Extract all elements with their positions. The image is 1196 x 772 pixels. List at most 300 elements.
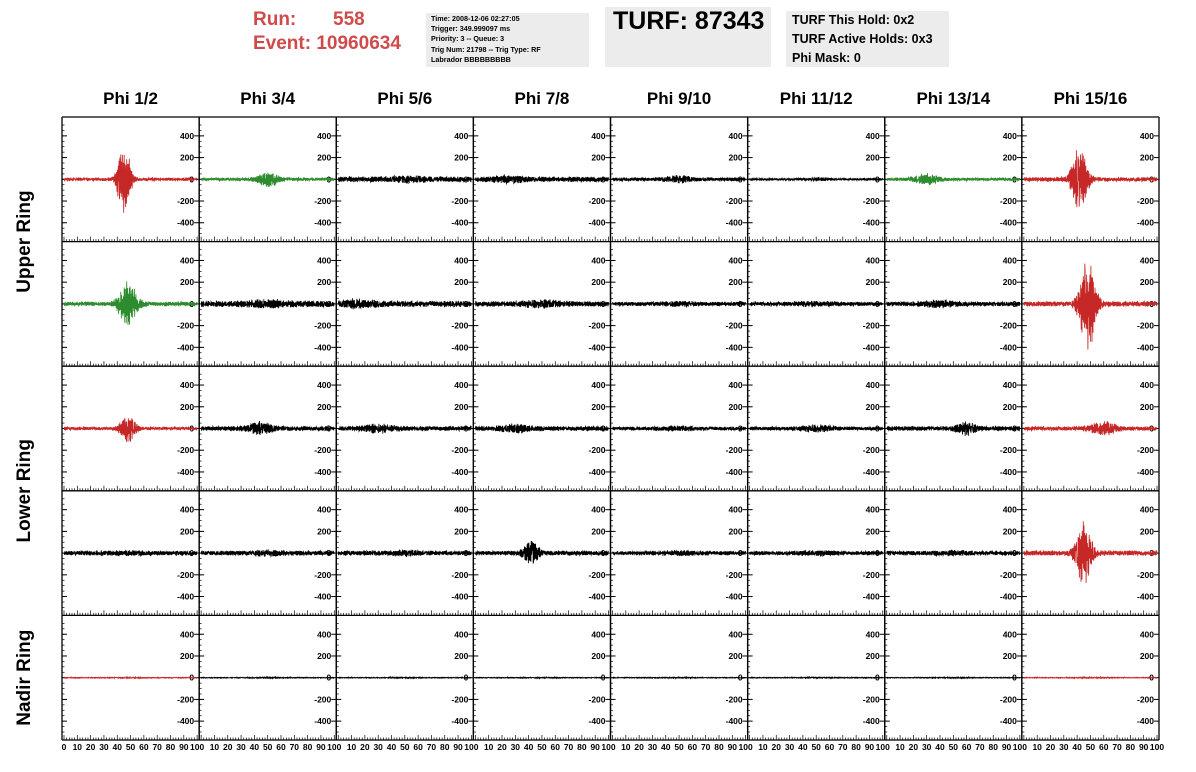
y-tick-label: 0	[326, 174, 332, 185]
x-tick-label: 50	[1085, 742, 1096, 752]
waveform-trace	[750, 177, 883, 181]
x-tick-label: 10	[621, 742, 631, 752]
x-tick-label: 50	[262, 742, 273, 752]
y-tick-label: 400	[1002, 504, 1017, 515]
y-tick-label: 200	[865, 277, 880, 288]
y-tick-label: -200	[1136, 694, 1154, 705]
y-tick-label: -200	[725, 694, 743, 705]
y-tick-label: 0	[1149, 423, 1154, 434]
y-tick-label: 400	[865, 130, 880, 141]
y-tick-label: -200	[999, 694, 1017, 705]
y-tick-label: -400	[725, 217, 743, 228]
ring-label: Lower Ring	[14, 439, 35, 543]
y-tick-label: -200	[725, 569, 743, 580]
y-tick-label: 400	[1139, 629, 1154, 640]
y-tick-label: 200	[179, 401, 195, 412]
y-tick-label: -200	[1136, 445, 1154, 456]
y-tick-label: -200	[314, 320, 332, 331]
waveform-trace	[64, 548, 197, 559]
y-tick-label: 0	[1149, 548, 1154, 559]
x-tick-label: 40	[798, 742, 808, 752]
y-tick-label: 400	[1002, 255, 1017, 266]
x-tick-label: 40	[386, 742, 397, 752]
x-tick-label: 80	[988, 742, 998, 752]
y-tick-label: 400	[865, 504, 880, 515]
x-tick-label: 40	[112, 742, 122, 752]
x-tick-label: 100	[738, 742, 753, 752]
y-tick-label: 400	[454, 380, 469, 391]
turf-active-holds: TURF Active Holds: 0x3	[792, 32, 933, 46]
y-tick-label: 0	[737, 298, 743, 309]
y-tick-label: 0	[189, 174, 195, 185]
x-tick-label: 50	[811, 742, 821, 752]
y-tick-label: 400	[865, 255, 880, 266]
waveform-trace	[887, 173, 1020, 185]
y-tick-label: -200	[999, 445, 1017, 456]
turf-box	[605, 7, 771, 67]
x-tick-label: 60	[1099, 742, 1109, 752]
y-tick-label: -400	[314, 217, 332, 228]
y-tick-label: 200	[454, 526, 469, 537]
y-tick-label: 200	[865, 152, 880, 163]
x-tick-label: 70	[975, 742, 985, 752]
x-tick-label: 50	[537, 742, 547, 752]
x-tick-label: 20	[223, 742, 233, 752]
y-tick-label: 200	[591, 277, 606, 288]
x-tick-label: 70	[289, 742, 300, 752]
waveform-trace	[887, 548, 1020, 559]
y-tick-label: 400	[1002, 380, 1017, 391]
info-line-priority: Priority: 3 -- Queue: 3	[431, 34, 505, 44]
y-tick-label: -400	[999, 217, 1017, 228]
y-tick-label: -400	[451, 466, 469, 477]
column-title: Phi 1/2	[103, 89, 158, 108]
y-tick-label: -400	[177, 342, 195, 353]
x-tick-label: 90	[864, 742, 875, 752]
x-tick-label: 20	[908, 742, 919, 752]
y-tick-label: -200	[588, 445, 606, 456]
y-tick-label: 0	[326, 423, 332, 434]
y-tick-label: 0	[189, 423, 195, 434]
turf-this-hold: TURF This Hold: 0x2	[792, 13, 915, 27]
x-tick-label: 40	[1072, 742, 1082, 752]
x-tick-label: 70	[152, 742, 162, 752]
y-tick-label: -200	[588, 320, 606, 331]
y-tick-label: 200	[1139, 526, 1154, 537]
y-tick-label: 400	[179, 629, 195, 640]
info-line-time: Time: 2008-12-06 02:27:05	[431, 14, 520, 23]
y-tick-label: -200	[1136, 196, 1154, 207]
y-tick-label: 0	[737, 672, 743, 683]
y-tick-label: -400	[314, 342, 332, 353]
x-tick-label: 10	[346, 742, 357, 752]
y-tick-label: 200	[179, 152, 195, 163]
y-tick-label: -400	[1136, 466, 1154, 477]
waveform-trace	[1024, 264, 1157, 353]
x-tick-label: 60	[413, 742, 423, 752]
y-tick-label: -400	[588, 217, 606, 228]
y-tick-label: 200	[591, 401, 606, 412]
y-tick-label: 400	[454, 255, 469, 266]
y-tick-label: 0	[600, 548, 606, 559]
y-tick-label: 0	[737, 548, 743, 559]
waveform-trace	[201, 421, 334, 435]
y-tick-label: 0	[1012, 548, 1017, 559]
x-tick-label: 60	[687, 742, 698, 752]
y-tick-label: 0	[1149, 174, 1154, 185]
x-tick-label: 20	[360, 742, 370, 752]
x-tick-label: 20	[771, 742, 781, 752]
x-tick-label: 80	[302, 742, 313, 752]
x-tick-label: 30	[647, 742, 658, 752]
y-tick-label: 0	[600, 423, 606, 434]
x-tick-label: 40	[661, 742, 671, 752]
y-tick-label: 400	[179, 380, 195, 391]
y-tick-label: 400	[317, 255, 332, 266]
y-tick-label: -200	[451, 320, 469, 331]
event-header	[0, 0, 1196, 80]
x-tick-label: 40	[249, 742, 260, 752]
y-tick-label: 0	[463, 298, 469, 309]
y-tick-label: -400	[725, 591, 743, 602]
x-tick-label: 50	[674, 742, 684, 752]
x-tick-label: 10	[483, 742, 494, 752]
y-tick-label: -400	[588, 591, 606, 602]
y-tick-label: -200	[177, 445, 195, 456]
y-tick-label: -400	[1136, 217, 1154, 228]
x-tick-label: 90	[590, 742, 600, 752]
waveform-trace	[201, 677, 334, 678]
y-tick-label: 400	[179, 504, 195, 515]
y-tick-label: 400	[317, 130, 332, 141]
y-tick-label: -400	[588, 466, 606, 477]
y-tick-label: 400	[728, 130, 743, 141]
info-line-trignum: Trig Num: 21798 -- Trig Type: RF	[431, 44, 541, 54]
waveform-trace	[750, 548, 883, 559]
y-tick-label: 200	[317, 152, 332, 163]
y-tick-label: 400	[728, 380, 743, 391]
y-tick-label: -200	[177, 569, 195, 580]
waveform-grid-svg	[0, 80, 1196, 772]
waveform-trace	[750, 677, 883, 678]
y-tick-label: -400	[451, 342, 469, 353]
y-tick-label: 0	[326, 298, 332, 309]
waveform-trace	[613, 423, 746, 434]
waveform-trace	[887, 422, 1020, 436]
waveform-trace	[613, 298, 746, 309]
waveform-trace	[475, 424, 608, 434]
run-row	[253, 8, 401, 32]
x-tick-label: 40	[523, 742, 534, 752]
y-tick-label: 0	[1012, 174, 1017, 185]
y-tick-label: 400	[317, 504, 332, 515]
y-tick-label: 0	[600, 298, 606, 309]
y-tick-label: 200	[1139, 650, 1154, 661]
y-tick-label: 400	[591, 629, 606, 640]
y-tick-label: 400	[1139, 380, 1154, 391]
y-tick-label: -200	[451, 196, 469, 207]
y-tick-label: 0	[189, 672, 195, 683]
y-tick-label: 200	[179, 277, 195, 288]
y-tick-label: 0	[463, 548, 469, 559]
y-tick-label: -400	[451, 217, 469, 228]
y-tick-label: -400	[451, 716, 469, 727]
y-tick-label: -200	[1136, 569, 1154, 580]
y-tick-label: 400	[454, 504, 469, 515]
x-tick-label: 30	[784, 742, 795, 752]
y-tick-label: 200	[454, 650, 469, 661]
y-tick-label: 200	[179, 526, 195, 537]
y-tick-label: 0	[737, 174, 743, 185]
y-tick-label: -400	[999, 342, 1017, 353]
y-tick-label: 0	[463, 672, 469, 683]
x-tick-label: 30	[1059, 742, 1069, 752]
y-tick-label: 200	[1002, 650, 1017, 661]
y-tick-label: -400	[999, 716, 1017, 727]
waveform-trace	[475, 299, 608, 308]
y-tick-label: 400	[591, 504, 606, 515]
x-tick-label: 60	[139, 742, 149, 752]
y-tick-label: 200	[591, 526, 606, 537]
waveform-trace	[475, 174, 608, 184]
y-tick-label: 200	[591, 152, 606, 163]
event-row	[253, 32, 401, 56]
x-tick-label: 20	[1045, 742, 1056, 752]
x-tick-label: 60	[961, 742, 972, 752]
waveform-trace	[201, 299, 334, 308]
waveform-trace	[64, 281, 197, 325]
x-tick-label: 100	[601, 742, 616, 752]
y-tick-label: 200	[728, 152, 743, 163]
event-label: Event:	[253, 33, 312, 54]
column-title: Phi 3/4	[240, 89, 296, 108]
x-tick-label: 100	[190, 742, 205, 752]
x-tick-label: 90	[316, 742, 326, 752]
x-tick-label: 20	[85, 742, 96, 752]
waveform-trace	[338, 677, 471, 678]
ring-label: Upper Ring	[14, 190, 35, 293]
x-tick-label: 80	[714, 742, 724, 752]
y-tick-label: 200	[1002, 152, 1017, 163]
waveform-trace	[750, 424, 883, 432]
y-tick-label: 400	[1002, 130, 1017, 141]
x-tick-label: 10	[895, 742, 905, 752]
x-tick-label: 90	[179, 742, 189, 752]
waveform-grid	[0, 80, 1196, 772]
y-tick-label: -400	[999, 466, 1017, 477]
y-tick-label: 0	[326, 548, 332, 559]
y-tick-label: -400	[862, 716, 880, 727]
y-tick-label: 0	[1012, 423, 1017, 434]
y-tick-label: 200	[454, 277, 469, 288]
waveform-trace	[613, 677, 746, 678]
waveform-trace	[338, 176, 471, 184]
y-tick-label: 0	[463, 174, 469, 185]
x-tick-label: 80	[1125, 742, 1136, 752]
y-tick-label: -400	[862, 591, 880, 602]
y-tick-label: 400	[317, 629, 332, 640]
turf-number: TURF: 87343	[613, 7, 765, 35]
x-tick-label: 60	[276, 742, 286, 752]
x-tick-label: 30	[373, 742, 383, 752]
y-tick-label: 0	[463, 423, 469, 434]
y-tick-label: 200	[728, 526, 743, 537]
column-title: Phi 15/16	[1053, 89, 1128, 108]
x-tick-label: 80	[440, 742, 450, 752]
x-tick-label: 10	[209, 742, 220, 752]
y-tick-label: 400	[317, 380, 332, 391]
y-tick-label: -200	[862, 569, 880, 580]
y-tick-label: -200	[314, 445, 332, 456]
y-tick-label: -200	[451, 569, 469, 580]
y-tick-label: 200	[1002, 526, 1017, 537]
x-tick-label: 10	[72, 742, 83, 752]
y-tick-label: 0	[326, 672, 332, 683]
ring-label: Nadir Ring	[14, 629, 35, 726]
y-tick-label: 200	[728, 401, 743, 412]
y-tick-label: 400	[865, 629, 880, 640]
x-tick-label: 70	[1112, 742, 1122, 752]
x-tick-label: 100	[1149, 742, 1165, 752]
x-tick-label: 20	[497, 742, 507, 752]
waveform-trace	[201, 173, 334, 187]
y-tick-label: -400	[1136, 716, 1154, 727]
y-tick-label: -200	[177, 196, 195, 207]
y-tick-label: 400	[1139, 504, 1154, 515]
info-line-labrador: Labrador BBBBBBBBB	[431, 54, 511, 64]
y-tick-label: 200	[317, 526, 332, 537]
y-tick-label: 200	[591, 650, 606, 661]
y-tick-label: -400	[725, 342, 743, 353]
x-tick-label: 10	[758, 742, 768, 752]
y-tick-label: 0	[875, 298, 880, 309]
y-tick-label: -200	[588, 569, 606, 580]
waveform-trace	[475, 677, 608, 678]
x-tick-label: 70	[426, 742, 437, 752]
y-tick-label: 400	[1002, 629, 1017, 640]
trigger-info-box	[426, 13, 589, 67]
x-tick-label: 30	[921, 742, 932, 752]
x-tick-label: 90	[1138, 742, 1149, 752]
waveform-trace	[750, 298, 883, 309]
y-tick-label: -400	[1136, 342, 1154, 353]
x-tick-label: 70	[838, 742, 848, 752]
column-title: Phi 5/6	[377, 89, 433, 108]
y-tick-label: -200	[862, 320, 880, 331]
x-tick-label: 90	[453, 742, 463, 752]
x-tick-label: 100	[1012, 742, 1027, 752]
y-tick-label: -200	[862, 196, 880, 207]
y-tick-label: -400	[725, 716, 743, 727]
x-tick-label: 0	[61, 742, 67, 752]
y-tick-label: 200	[865, 526, 880, 537]
x-tick-label: 40	[935, 742, 945, 752]
x-tick-label: 100	[464, 742, 479, 752]
event-value: 10960634	[316, 33, 401, 54]
y-tick-label: 400	[728, 629, 743, 640]
waveform-trace	[338, 298, 471, 309]
y-tick-label: -400	[862, 217, 880, 228]
y-tick-label: -400	[999, 591, 1017, 602]
waveform-trace	[1024, 421, 1157, 435]
y-tick-label: -400	[314, 716, 332, 727]
y-tick-label: 400	[591, 380, 606, 391]
x-tick-label: 90	[1001, 742, 1012, 752]
y-tick-label: 200	[865, 401, 880, 412]
y-tick-label: 200	[317, 277, 332, 288]
waveform-trace	[887, 677, 1020, 678]
y-tick-label: 400	[728, 504, 743, 515]
waveform-trace	[201, 550, 334, 557]
y-tick-label: 200	[1002, 401, 1017, 412]
y-tick-label: -200	[725, 196, 743, 207]
run-label: Run:	[253, 9, 297, 30]
x-tick-label: 100	[327, 742, 342, 752]
x-tick-label: 20	[634, 742, 644, 752]
y-tick-label: 200	[317, 401, 332, 412]
column-title: Phi 7/8	[514, 89, 570, 108]
y-tick-label: -400	[588, 716, 606, 727]
y-tick-label: -200	[862, 694, 880, 705]
x-tick-label: 100	[875, 742, 890, 752]
y-tick-label: -200	[177, 320, 195, 331]
y-tick-label: -400	[1136, 591, 1154, 602]
y-tick-label: -200	[999, 196, 1017, 207]
y-tick-label: 0	[875, 548, 880, 559]
y-tick-label: 0	[600, 672, 606, 683]
y-tick-label: -200	[314, 694, 332, 705]
y-tick-label: -200	[588, 694, 606, 705]
y-tick-label: 400	[728, 255, 743, 266]
y-tick-label: 400	[865, 380, 880, 391]
y-tick-label: 0	[1149, 298, 1154, 309]
y-tick-label: 400	[1139, 255, 1154, 266]
turf-hold-box	[786, 11, 949, 67]
y-tick-label: 400	[179, 130, 195, 141]
y-tick-label: -400	[177, 217, 195, 228]
y-tick-label: 200	[1139, 401, 1154, 412]
x-tick-label: 70	[700, 742, 711, 752]
y-tick-label: 0	[1149, 672, 1154, 683]
x-tick-label: 50	[125, 742, 136, 752]
column-title: Phi 11/12	[779, 89, 853, 108]
y-tick-label: -200	[725, 320, 743, 331]
y-tick-label: -200	[451, 445, 469, 456]
y-tick-label: -400	[314, 466, 332, 477]
y-tick-label: 200	[1139, 277, 1154, 288]
x-tick-label: 80	[577, 742, 587, 752]
y-tick-label: 0	[189, 298, 195, 309]
y-tick-label: 200	[1139, 152, 1154, 163]
y-tick-label: 400	[454, 629, 469, 640]
y-tick-label: 0	[737, 423, 743, 434]
waveform-trace	[338, 550, 471, 557]
y-tick-label: 400	[179, 255, 195, 266]
x-tick-label: 30	[99, 742, 109, 752]
y-tick-label: -400	[177, 466, 195, 477]
waveform-trace	[613, 548, 746, 559]
y-tick-label: 400	[454, 130, 469, 141]
y-tick-label: 0	[875, 423, 880, 434]
y-tick-label: 200	[317, 650, 332, 661]
run-value: 558	[333, 9, 365, 30]
x-tick-label: 60	[550, 742, 560, 752]
y-tick-label: -200	[999, 569, 1017, 580]
y-tick-label: -400	[862, 466, 880, 477]
y-tick-label: 200	[454, 152, 469, 163]
waveform-trace	[64, 418, 197, 442]
y-tick-label: 200	[728, 277, 743, 288]
